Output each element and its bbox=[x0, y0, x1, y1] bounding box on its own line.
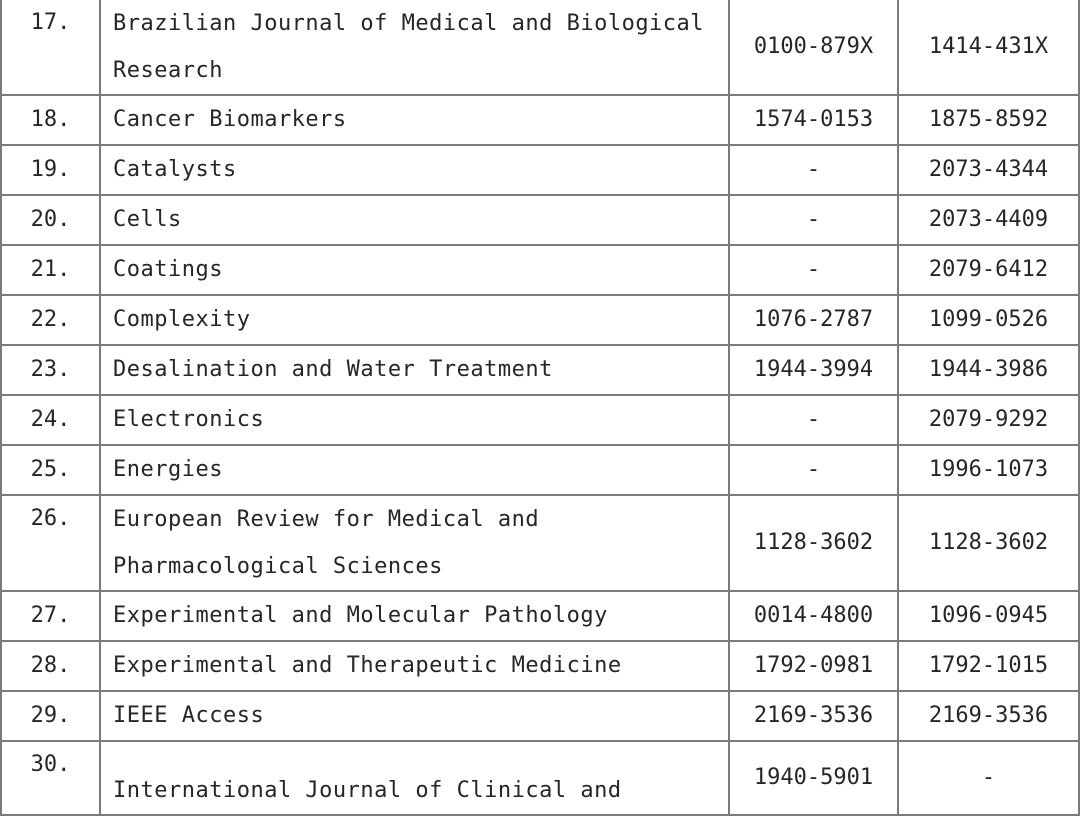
table-row bbox=[1, 591, 1079, 641]
e-issn: 2073-4409 bbox=[898, 195, 1079, 245]
print-issn: 1944-3994 bbox=[729, 345, 898, 395]
table-row bbox=[1, 741, 1079, 815]
print-issn: 1128-3602 bbox=[729, 495, 898, 591]
print-issn: - bbox=[729, 145, 898, 195]
table-row bbox=[1, 195, 1079, 245]
journal-title: Cancer Biomarkers bbox=[100, 95, 729, 145]
journal-title: Complexity bbox=[100, 295, 729, 345]
row-number: 27. bbox=[1, 591, 100, 641]
journal-title: International Journal of Clinical and bbox=[100, 741, 729, 815]
journal-title: European Review for Medical and Pharmacological Sciences bbox=[100, 495, 729, 591]
print-issn: 1076-2787 bbox=[729, 295, 898, 345]
journal-title: Experimental and Therapeutic Medicine bbox=[100, 641, 729, 691]
table-row bbox=[1, 345, 1079, 395]
e-issn: 1096-0945 bbox=[898, 591, 1079, 641]
print-issn: 0014-4800 bbox=[729, 591, 898, 641]
row-number: 29. bbox=[1, 691, 100, 741]
print-issn: - bbox=[729, 445, 898, 495]
row-number: 23. bbox=[1, 345, 100, 395]
table-row bbox=[1, 0, 1079, 95]
row-number: 30. bbox=[1, 741, 100, 815]
print-issn: 1574-0153 bbox=[729, 95, 898, 145]
journal-title: Brazilian Journal of Medical and Biological Research bbox=[100, 0, 729, 95]
print-issn: - bbox=[729, 395, 898, 445]
row-number: 24. bbox=[1, 395, 100, 445]
table-row bbox=[1, 95, 1079, 145]
table-row bbox=[1, 691, 1079, 741]
journal-title: Electronics bbox=[100, 395, 729, 445]
table-row bbox=[1, 395, 1079, 445]
e-issn: 1128-3602 bbox=[898, 495, 1079, 591]
e-issn: - bbox=[898, 741, 1079, 815]
journal-title: Cells bbox=[100, 195, 729, 245]
e-issn: 1414-431X bbox=[898, 0, 1079, 95]
row-number: 22. bbox=[1, 295, 100, 345]
print-issn: 2169-3536 bbox=[729, 691, 898, 741]
print-issn: - bbox=[729, 195, 898, 245]
print-issn: - bbox=[729, 245, 898, 295]
row-number: 18. bbox=[1, 95, 100, 145]
e-issn: 1996-1073 bbox=[898, 445, 1079, 495]
e-issn: 1099-0526 bbox=[898, 295, 1079, 345]
e-issn: 2079-6412 bbox=[898, 245, 1079, 295]
e-issn: 1875-8592 bbox=[898, 95, 1079, 145]
e-issn: 2169-3536 bbox=[898, 691, 1079, 741]
print-issn: 0100-879X bbox=[729, 0, 898, 95]
journal-title: IEEE Access bbox=[100, 691, 729, 741]
row-number: 19. bbox=[1, 145, 100, 195]
row-number: 17. bbox=[1, 0, 100, 95]
e-issn: 1792-1015 bbox=[898, 641, 1079, 691]
table-row bbox=[1, 495, 1079, 591]
table-row bbox=[1, 295, 1079, 345]
e-issn: 2079-9292 bbox=[898, 395, 1079, 445]
row-number: 20. bbox=[1, 195, 100, 245]
journal-title: Energies bbox=[100, 445, 729, 495]
journal-title: Experimental and Molecular Pathology bbox=[100, 591, 729, 641]
table-row bbox=[1, 445, 1079, 495]
row-number: 26. bbox=[1, 495, 100, 591]
row-number: 21. bbox=[1, 245, 100, 295]
print-issn: 1940-5901 bbox=[729, 741, 898, 815]
journal-title: Desalination and Water Treatment bbox=[100, 345, 729, 395]
table-row bbox=[1, 245, 1079, 295]
row-number: 25. bbox=[1, 445, 100, 495]
table-row bbox=[1, 641, 1079, 691]
row-number: 28. bbox=[1, 641, 100, 691]
journal-title: Coatings bbox=[100, 245, 729, 295]
e-issn: 1944-3986 bbox=[898, 345, 1079, 395]
table-row bbox=[1, 145, 1079, 195]
journal-title: Catalysts bbox=[100, 145, 729, 195]
print-issn: 1792-0981 bbox=[729, 641, 898, 691]
e-issn: 2073-4344 bbox=[898, 145, 1079, 195]
